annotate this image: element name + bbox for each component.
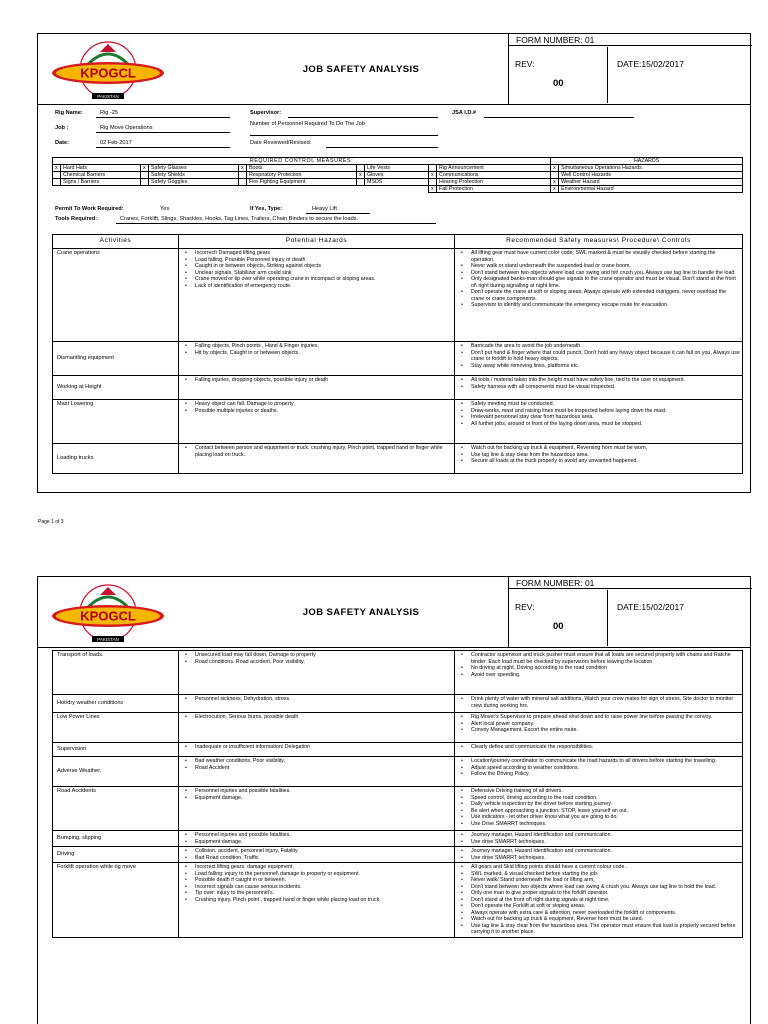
checkbox-hearing[interactable] [429,179,437,186]
checkbox-safety-glasses[interactable]: x [141,165,149,172]
control-item: • Defensive Driving training of all drivers. [471,788,740,795]
hazard-item: • Electrocution. Serious burns, possible death [195,714,452,721]
hazard-item: • Unsecured load may fall down, Damage to property [195,652,452,659]
hazard-item: • Falling objects, Pinch points , Hand & Finger injuries, [195,343,452,350]
table-row [53,651,743,695]
control-label: Safety Goggles [149,179,239,186]
controls-cell [455,787,743,831]
hazard-label: Weather Hazard [559,179,743,186]
hazards-cell [179,695,455,713]
control-item: • Speed control, driving according to the road condition. [471,795,740,802]
control-label: Rig Announcement [437,165,551,172]
checkbox-fall-protection[interactable]: x [429,186,437,193]
controls-cell [455,444,743,474]
hazard-item: • Lack of identification of emergency route. [195,283,452,290]
activity-cell: Dismantling equipment [53,342,179,376]
control-item: • Don't stand between two objects where load can swing & crush you. Always use tag line to hold the load. [471,884,740,891]
jsa-page-1 [37,33,751,493]
control-label: Signs / Barriers [61,179,141,186]
hazard-item: • Contact between person and equipment or truck, crushing injury, Pinch point, trapped hand or finger while placing load on truck. [195,445,452,458]
checkbox-environmental[interactable]: x [551,186,559,193]
control-item: • All lifting gear must have current color code; SWL marked & must be visually checked before starting the operation. [471,250,740,263]
hazards-cell [179,847,455,863]
checkbox-msds[interactable] [357,179,365,186]
control-item: • Use tag line & stay clear from the hazardous area. [471,452,740,459]
control-item: • Drink plenty of water with mineral salt additions, Watch your crew mates for sign of stress, Site doctor to monitor crew during working hrs. [471,696,740,709]
table-row [53,787,743,831]
control-item: • No driving at night, Driving according to the road condition [471,665,740,672]
hazard-item: • Bad Road condition, Traffic [195,855,452,862]
control-item: • Don't stand at the front of\ right during signals at night time. [471,897,740,904]
control-item: • Supervisor to identify and communicate the emergency escape route for evacuation. [471,302,740,309]
hazards-cell [179,831,455,847]
control-item: • Only designated banks-man should give signals to the crane operator and must be visual. Don't stand at the front of\ right during signalling at night time. [471,276,740,289]
control-item: • Daily vehicle inspection by the driver before starting journey. [471,801,740,808]
checkbox-life-vests[interactable] [357,165,365,172]
jsa-id-label: JSA I.D.# [452,110,477,116]
controls-cell [455,376,743,400]
hazard-item: • Incorrect signals can cause serious incidents. [195,884,452,891]
hazard-item: • Bad weather conditions, Poor visibility. [195,758,452,765]
checkbox-well-control[interactable] [551,172,559,179]
hazard-item: • Road Accident [195,765,452,772]
controls-cell [455,863,743,938]
checkbox-signs-barriers[interactable] [53,179,61,186]
rig-name-value: Rig -25 [100,110,119,116]
table-row [53,713,743,743]
control-item: • Adjust speed according to weather conditions. [471,765,740,772]
hazards-cell [179,249,455,342]
hazard-item: • Personnel injuries and possible fatalities. [195,788,452,795]
checkbox-safety-shields[interactable] [141,172,149,179]
hazard-label: Environmental Hazard [559,186,743,193]
control-item: • Don't put hand & finger where that could punch, Don't hold any heavy object because it can fall on you, Always use crane or forklift to hold heavy objects. [471,350,740,363]
activity-cell: Crane operations [53,249,179,342]
table-row [53,695,743,713]
kpogcl-logo [48,40,168,100]
control-item: • Stay away while removing lines, platforms etc. [471,363,740,370]
control-measures-table [52,157,743,193]
form-info-grid [508,577,752,647]
checkbox-respiratory[interactable] [239,172,247,179]
control-item: • Convoy Management, Escort the entire route. [471,727,740,734]
table-row [53,400,743,444]
table-row [53,376,743,400]
jsa-table-page-1 [52,234,743,474]
controls-col-header: Recommended Safety measures\ Procedure\ Controls [455,235,743,249]
activity-cell: Forklift operation while rig move [53,863,179,938]
activity-cell: Working at Height [53,376,179,400]
controls-cell [455,831,743,847]
tools-value: Cranes, Forklift, Slings, Shackles, Hooks, Tag Lines, Trailers, Chain Binders to secure the loads. [120,216,359,222]
kpogcl-logo [48,583,168,643]
control-item: • Secure all loads at the truck properly to avoid any unwanted happened. [471,458,740,465]
hazards-cell [179,400,455,444]
checkbox-communications[interactable]: x [429,172,437,179]
table-row [53,342,743,376]
control-item: • Use drive SMARRT techniques. [471,855,740,862]
control-label: Safety Glasses [149,165,239,172]
control-item: • Journey manager, Hazard Identification and communication. [471,848,740,855]
control-item: • Don't stand between two objects where load can swing and hit\ crush you. Always use tag line to handle the load. [471,270,740,277]
page-number: Page 1 of 3 [38,519,64,525]
hazards-cell [179,651,455,695]
control-item: • Don't operate the crane at soft or sloping areas; Always operate with extended outriggers, never overload the crane or crane components. [471,289,740,302]
rev-value: 00 [553,621,564,632]
date-value: 02 Feb-2017 [100,140,132,146]
controls-cell [455,400,743,444]
rev-value: 00 [553,78,564,89]
hazards-cell [179,757,455,787]
table-row [53,757,743,787]
activity-cell: Transport of loads. [53,651,179,695]
job-label: Job : [55,125,69,131]
hazards-col-header: Potential Hazards [179,235,455,249]
control-label: Life Vests [365,165,429,172]
checkbox-chemical-barriers[interactable] [53,172,61,179]
hazards-cell [179,444,455,474]
control-item: • Follow the Driving Policy. [471,771,740,778]
hazard-label: Simultaneous Operations Hazards [559,165,743,172]
form-info-grid [508,34,752,104]
control-row [53,179,743,186]
control-item: • Watch out for backing up truck & equipment, Reverse horn must be used. [471,916,740,923]
control-item: • Safety meeting must be conducted. [471,401,740,408]
control-row [53,165,743,172]
checkbox-rig-announcement[interactable] [429,165,437,172]
form-number: FORM NUMBER: 01 [509,577,752,589]
control-item: • Use Drive SMARRT techniques. [471,821,740,828]
control-item: • Location\journey coordinator to communicate the road hazards to all drivers before starting the travelling. [471,758,740,765]
revision-cell [509,590,608,646]
control-row [53,186,743,193]
controls-cell [455,743,743,757]
hazard-item: • Crane moved or tip over while operating crane in incompact or sloping areas. [195,276,452,283]
control-label: Respiratory Protection [247,172,357,179]
control-item: • Journey manager, Hazard Identification and communication. [471,832,740,839]
activity-cell: Adverse Weather. [53,757,179,787]
control-label: Hard Hats [61,165,141,172]
permit-value: Yes [160,206,170,212]
svg-text:KPOGCL: KPOGCL [80,608,136,624]
checkbox-boots[interactable]: x [239,165,247,172]
form-number: FORM NUMBER: 01 [509,34,752,46]
control-label: MSDS [365,179,429,186]
control-item: • Never walk or stand underneath the suspended load or crane boom. [471,263,740,270]
checkbox-weather[interactable]: x [551,179,559,186]
document-title: JOB SAFETY ANALYSIS [302,606,420,618]
controls-cell [455,651,743,695]
control-item: • Alert local power company. [471,721,740,728]
control-item: • Barricade the area to avoid the job underneath. [471,343,740,350]
control-row [53,172,743,179]
activities-header: Activities [53,235,179,249]
hazard-item: • Load falling, Possible Personnel injury or death [195,257,452,264]
ifyes-label: If Yes, Type: [250,206,283,212]
hazards-cell [179,743,455,757]
hazards-cell [179,713,455,743]
hazard-item: • Inadequate or insufficient information/ Delegation [195,744,452,751]
activity-cell: Supervision [53,743,179,757]
hazard-item: • Possible multiple injuries or deaths. [195,408,452,415]
hazard-item: • Possible death if caught in or between. [195,877,452,884]
activity-cell: Driving [53,847,179,863]
hazard-item: • Crushing injury, Pinch point , trapped hand or finger while placing load on truck. [195,897,452,904]
rev-label: REV: [515,602,535,612]
control-measures-header: REQUIRED CONTROL MEASURES: [53,158,551,165]
table-row [53,444,743,474]
page-header [38,577,750,648]
activity-cell: Bumping, slipping [53,831,179,847]
hazard-item: • Equipment damage. [195,795,452,802]
reviewed-label: Date Reviewed/Revised: [250,140,312,146]
hazard-item: • Caught in or between objects, Striking against objects [195,263,452,270]
jsa-page-2 [37,576,751,1024]
svg-text:PAKISTAN: PAKISTAN [97,637,119,642]
hazard-item: • Personnel sickness, Dehydration, stress. [195,696,452,703]
revision-cell [509,47,608,103]
hazard-item: • Hit by objects, Caught in or between objects. [195,350,452,357]
svg-text:PAKISTAN: PAKISTAN [97,94,119,99]
control-item: • Irrelevant personnel stay clear from hazardous area. [471,414,740,421]
control-label: Hearing Protection [437,179,551,186]
date-label: Date: [55,140,69,146]
supervisor-label: Supervisor: [250,110,282,116]
document-title: JOB SAFETY ANALYSIS [302,63,420,75]
hazard-item: • Equipment damage. [195,839,452,846]
control-item: • Watch out for backing up truck & equipment, Reversing horn must be worn, [471,445,740,452]
activity-cell: Loading trucks [53,444,179,474]
control-item: • All further jobs, around or front of the laying down area, must be stopped. [471,421,740,428]
control-item: • Only one man to give proper signals to the forklift operator. [471,890,740,897]
hazard-item: • Falling injuries, dropping objects, possible injury or death [195,377,452,384]
controls-cell [455,713,743,743]
activity-cell: Hot/dry weather conditions [53,695,179,713]
hazard-label: Well Control Hazards [559,172,743,179]
hazards-cell [179,342,455,376]
checkbox-simops[interactable]: x [551,165,559,172]
hazard-item: • Tip over: injury to the personnel's. [195,890,452,897]
control-item: • Don't operate the Forklift at soft or sloping areas. [471,903,740,910]
control-item: • Draw-works, mast and raising lines must be inspected before laying down the mast. [471,408,740,415]
hazard-item: • Road conditions. Road accident. Poor visibility, [195,659,452,666]
controls-cell [455,847,743,863]
table-row [53,743,743,757]
controls-cell [455,249,743,342]
table-row [53,847,743,863]
job-value: Rig Move Operations [100,125,153,131]
form-date: DATE:15/02/2017 [617,602,684,612]
control-item: • All gears and Skid lifting points should have a current colour code . [471,864,740,871]
control-label: Communications [437,172,551,179]
control-item: • Never walk/ Stand underneath the load or lifting arm, [471,877,740,884]
control-label: Fall Protection [437,186,551,193]
tools-label: Tools Required: [55,216,98,222]
control-item: • Avoid over speeding. [471,672,740,679]
jsa-table-page-2 [52,650,743,938]
hazard-item: • Collision, accident, personnel injury, Fatality [195,848,452,855]
controls-cell [455,757,743,787]
hazard-item: • Unclear signals, Stabilizer arm could sink [195,270,452,277]
svg-text:KPOGCL: KPOGCL [80,65,136,81]
control-label: Gloves [365,172,429,179]
checkbox-hard-hats[interactable]: x [53,165,61,172]
hazards-header: HAZARDS [551,158,743,165]
hazards-cell [179,863,455,938]
table-row [53,249,743,342]
control-label: Boots [247,165,357,172]
permit-label: Permit To Work Required: [55,206,124,212]
hazard-item: • Incorrect\ Damaged lifting gears [195,250,452,257]
checkbox-safety-goggles[interactable] [141,179,149,186]
checkbox-gloves[interactable]: x [357,172,365,179]
hazard-item: • Load falling: injury to the personnel\ damage to property or equipment. [195,871,452,878]
control-item: • Rig Mover's Supervisor to prepare ahead shut down and to raise power line before passing the convoy. [471,714,740,721]
control-item: • Contractor supervisor and truck pusher must ensure that all loads are secured properly with chains and Ratche binder. Each load must be checked by supervisors before leaving the location [471,652,740,665]
control-item: • Use drive SMARRT techniques. [471,839,740,846]
activity-cell: Road Accidents [53,787,179,831]
control-label: Fire Fighting Equipment [247,179,357,186]
control-item: • Be alert when approaching a junction, STOP, leave yourself an out. [471,808,740,815]
control-item: • Use tag line & stay clear from the hazardous area. The operator must ensure that load is properly secured before carrying it to another place. [471,923,740,936]
checkbox-fire-fighting[interactable] [239,179,247,186]
hazard-item: • Heavy object can fall. Damage to property [195,401,452,408]
table-row [53,863,743,938]
form-date: DATE:15/02/2017 [617,59,684,69]
controls-cell [455,342,743,376]
control-item: • SWL marked, & visual checked before starting the job. [471,871,740,878]
controls-cell [455,695,743,713]
activity-cell: Low Power Lines [53,713,179,743]
activity-cell: Mast Lowering [53,400,179,444]
hazard-item: • Incorrect lifting gears: damage equipment, [195,864,452,871]
control-label: Chemical Barriers [61,172,141,179]
rig-name-label: Rig Name: [55,110,83,116]
control-item: • All tools / material taken into the height must have safety line, tied to the user or equipment. [471,377,740,384]
hazards-cell [179,376,455,400]
control-item: • Use indicators - let other driver know what you are going to do. [471,814,740,821]
control-label: Safety Shields [149,172,239,179]
control-item: • Safety harness with all components must be visual inspected. [471,384,740,391]
rev-label: REV: [515,59,535,69]
control-item: • Always operate with extra care & attention, never overloaded the forklift or components. [471,910,740,917]
control-item: • Clearly define and communicate the responsibilities. [471,744,740,751]
page-header [38,34,750,105]
table-row [53,831,743,847]
hazards-cell [179,787,455,831]
hazard-item: • Personnel injuries and possible fatalities. [195,832,452,839]
ifyes-value: Heavy Lift [312,206,337,212]
personnel-label: Number of Personnel Required To Do The Job [250,121,365,127]
